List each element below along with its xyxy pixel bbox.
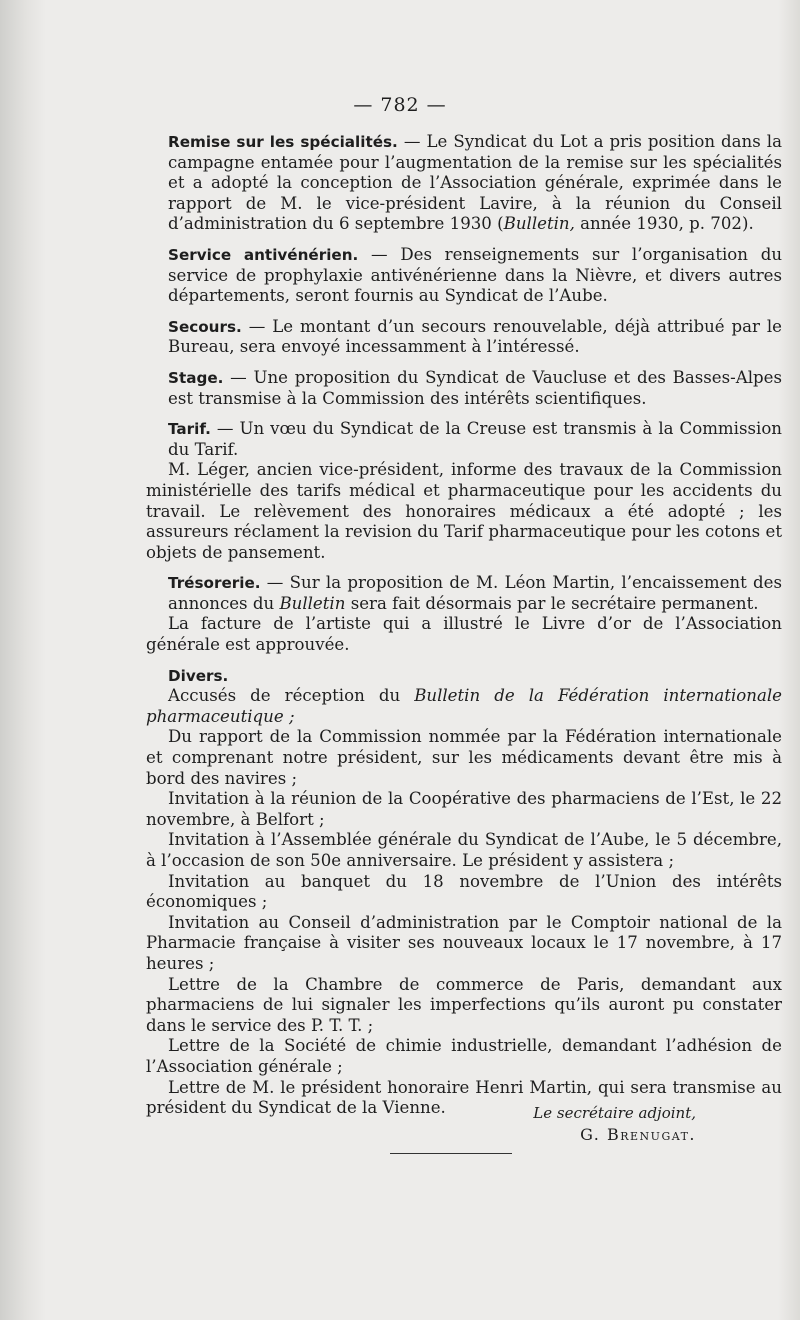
paragraph-service: Service antivénérien. — Des renseignements sur l’organisation du service de prophylaxie antivénérienne dans la Nièvre, et divers autres départements, seront fournis au Syndicat de l’Aube. (168, 244, 783, 306)
heading-secours: Secours. (168, 317, 242, 336)
divers-item: Lettre de la Société de chimie industrielle, demandant l’adhésion de l’Association générale ; (146, 1036, 782, 1076)
divers-item: Du rapport de la Commission nommée par la Fédération internationale et comprenant notre président, sur les médicaments devant être mis à bord des navires ; (146, 727, 782, 788)
heading-remise: Remise sur les spécialités. (168, 133, 398, 151)
signature-title: Le secrétaire adjoint, (533, 1104, 696, 1122)
closing-rule (390, 1153, 512, 1154)
paragraph-remise: Remise sur les spécialités. — Le Syndicat du Lot a pris position dans la campagne entamée pour l’augmentation de la remise sur les spécialités et a adopté la conception de l’Association générale, exprimée dans le rapport de M. le vice-président Lavire, à la réunion du Conseil d’administration du 6 septembre 1930 (Bulletin, année 1930, p. 702). (168, 132, 782, 234)
paragraph-tresorerie: Trésorerie. — Sur la proposition de M. Léon Martin, l’encaissement des annonces du Bulletin sera fait désormais par le secrétaire permanent. (168, 573, 782, 613)
divers-item: Invitation à la réunion de la Coopérative des pharmaciens de l’Est, le 22 novembre, à Belfort ; (146, 789, 782, 829)
paragraph-tresorerie-2: La facture de l’artiste qui a illustré le Livre d’or de l’Association générale est approuvée. (146, 614, 782, 655)
heading-service: Service antivénérien. (168, 245, 359, 264)
paragraph-stage: Stage. — Une proposition du Syndicat de Vaucluse et des Basses-Alpes est transmise à la Commission des intérêts scientifiques. (168, 367, 782, 408)
page-number: — 782 — (353, 94, 447, 116)
divers-item: Invitation au Conseil d’administration par le Comptoir national de la Pharmacie française à visiter ses nouveaux locaux le 17 novembre, à 17 heures ; (146, 912, 782, 973)
body-text (146, 132, 782, 1119)
heading-divers: Divers. (168, 666, 229, 685)
heading-divers-line (146, 666, 782, 687)
divers-item: Accusés de réception du Bulletin de la Fédération internationale pharmaceutique ; (146, 686, 782, 726)
signature-name: G. Brenugat. (580, 1125, 696, 1144)
heading-tresorerie: Trésorerie. (168, 574, 261, 593)
paragraph-tarif-2: M. Léger, ancien vice-président, informe des travaux de la Commission ministérielle des tarifs médical et pharmaceutique pour les accidents du travail. Le relèvement des honoraires médicaux a été adopté ; les assureurs réclament la revision du Tarif pharmaceutique pour les cotons et objets de pansement. (146, 460, 782, 562)
divers-item: Lettre de M. le président honoraire Henri Martin, qui sera transmise au président du Syndicat de la Vienne. (146, 1077, 782, 1118)
heading-stage: Stage. (168, 368, 224, 387)
divers-item: Invitation à l’Assemblée générale du Syndicat de l’Aube, le 5 décembre, à l’occasion de son 50e anniversaire. Le président y assistera ; (146, 830, 782, 870)
divers-item: Lettre de la Chambre de commerce de Paris, demandant aux pharmaciens de lui signaler les imperfections qu’ils auront pu constater dans le service des P. T. T. ; (146, 974, 782, 1035)
divers-item: Invitation au banquet du 18 novembre de l’Union des intérêts économiques ; (146, 871, 782, 912)
paragraph-secours: Secours. — Le montant d’un secours renouvelable, déjà attribué par le Bureau, sera envoyé incessamment à l’intéressé. (168, 316, 782, 357)
page-binding-shadow (0, 0, 46, 1320)
heading-tarif: Tarif. (168, 420, 211, 439)
paragraph-tarif: Tarif. — Un vœu du Syndicat de la Creuse est transmis à la Commission du Tarif. (168, 419, 782, 459)
